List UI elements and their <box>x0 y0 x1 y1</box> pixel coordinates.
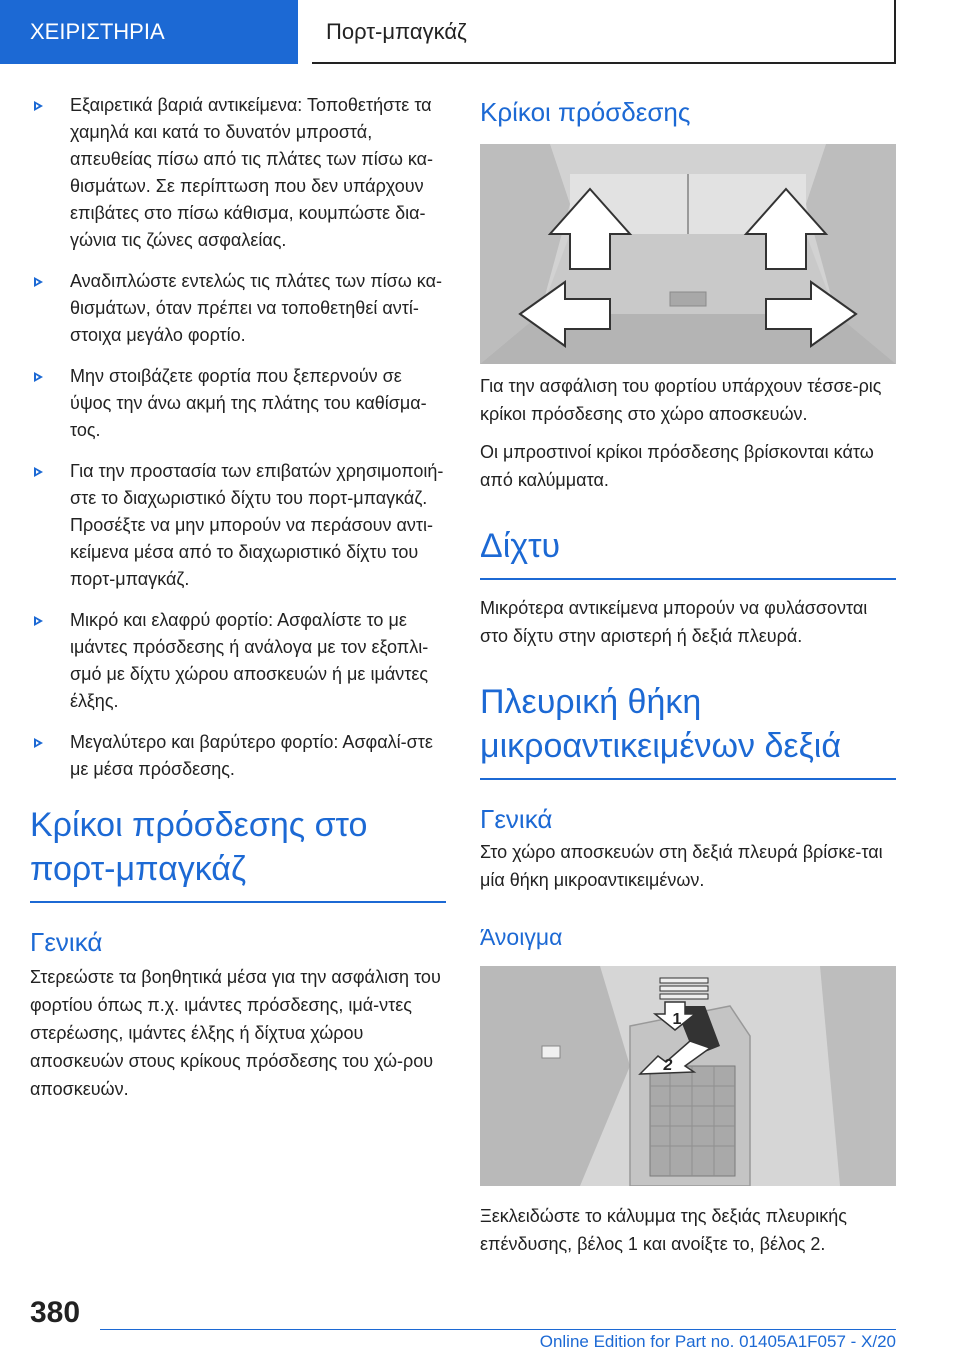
list-item-text: Μην στοιβάζετε φορτία που ξεπερνούν σε ύψος την άνω ακμή της πλάτης του καθίσμα-τος. <box>70 366 427 440</box>
list-item-text: Για την προστασία των επιβατών χρησιμοποιή-στε το διαχωριστικό δίχτυ του πορτ-μπαγκάζ. Προσέξτε να μην μπορούν να περάσουν αντι-κείμενα μέσα από το διαχωριστικό δίχτυ του πορτ-μπαγκάζ. <box>70 461 444 589</box>
bullet-triangle-icon <box>34 101 43 111</box>
list-item <box>30 363 446 444</box>
bullet-triangle-icon <box>34 616 43 626</box>
section-title-side-compartment: Πλευρική θήκη μικροαντικειμένων δεξιά <box>480 680 896 780</box>
general-body-text: Στερεώστε τα βοηθητικά μέσα για την ασφάλιση του φορτίου όπως π.χ. ιμάντες πρόσδεσης, ιμά-ντες στερέωσης, ιμάντες έλξης ή δίχτυα χώρου αποσκευών στους κρίκους πρόσδεσης του χώ-ρου αποσκευών. <box>30 967 441 1099</box>
subsection-title-general: Γενικά <box>30 927 103 957</box>
list-item-text: Εξαιρετικά βαριά αντικείμενα: Τοποθετήστε τα χαμηλά και κατά το δυνατόν μπροστά, απευθείας πίσω από τις πλάτες των πίσω κα-θισμάτων. Σε περίπτωση που δεν υπάρχουν επιβάτες στο πίσω κάθισμα, κουμπώστε δια-γώνια τις ζώνες ασφαλείας. <box>70 95 434 250</box>
section-title-tie-down-rings: Κρίκοι πρόσδεσης στο πορτ-μπαγκάζ <box>30 803 446 903</box>
rings-paragraph-1: Για την ασφάλιση του φορτίου υπάρχουν τέσσε-ρις κρίκοι πρόσδεσης στο χώρο αποσκευών. <box>480 376 882 424</box>
header-chapter-box <box>312 0 896 64</box>
rings-paragraph-2: Οι μπροστινοί κρίκοι πρόσδεσης βρίσκονται κάτω από καλύμματα. <box>480 442 874 490</box>
list-item <box>30 458 446 593</box>
side-compartment-photo <box>480 966 896 1186</box>
net-body-text: Μικρότερα αντικείμενα μπορούν να φυλάσσονται στο δίχτυ στην αριστερή ή δεξιά πλευρά. <box>480 598 868 646</box>
section-title-net: Δίχτυ <box>480 524 896 580</box>
page-number: 380 <box>30 1296 81 1329</box>
header-section-tab <box>0 0 298 64</box>
list-item <box>30 92 446 254</box>
list-item-text: Μικρό και ελαφρύ φορτίο: Ασφαλίστε το με ιμάντες πρόσδεσης ή ανάλογα με τον εξοπλι-σμό με δίχτυ χώρου αποσκευών ή με ιμάντες έλξης. <box>70 610 429 711</box>
bullet-triangle-icon <box>34 467 43 477</box>
footer-edition-text: Online Edition for Part no. 01405A1F057 - X/20 <box>539 1332 896 1351</box>
list-item <box>30 729 446 783</box>
header-section-title: ΧΕΙΡΙΣΤΗΡΙΑ <box>30 19 165 44</box>
load-instructions-list <box>30 92 446 783</box>
side-general-body-text: Στο χώρο αποσκευών στη δεξιά πλευρά βρίσκε-ται μία θήκη μικροαντικειμένων. <box>480 842 883 890</box>
list-item <box>30 607 446 715</box>
subsection-title-general-right: Γενικά <box>480 804 553 834</box>
left-column <box>30 92 446 1103</box>
list-item <box>30 268 446 349</box>
section-title-rings: Κρίκοι πρόσδεσης <box>480 97 691 127</box>
list-item-text: Αναδιπλώστε εντελώς τις πλάτες των πίσω κα-θισμάτων, όταν πρέπει να τοποθετηθεί αντί-στοιχα μεγάλο φορτίο. <box>70 271 442 345</box>
right-column <box>480 92 896 1258</box>
opening-body-text: Ξεκλειδώστε το κάλυμμα της δεξιάς πλευρικής επένδυσης, βέλος 1 και ανοίξτε το, βέλος 2. <box>480 1206 847 1254</box>
callout-2: 2 <box>663 1057 673 1074</box>
subsection-title-opening: Άνοιγμα <box>480 924 563 950</box>
callout-1: 1 <box>672 1011 682 1028</box>
cargo-rings-photo <box>480 144 896 364</box>
list-item-text: Μεγαλύτερο και βαρύτερο φορτίο: Ασφαλί-στε με μέσα πρόσδεσης. <box>70 732 433 779</box>
bullet-triangle-icon <box>34 372 43 382</box>
header-chapter-title: Πορτ-μπαγκάζ <box>326 19 467 44</box>
footer-divider <box>100 1329 896 1330</box>
bullet-triangle-icon <box>34 738 43 748</box>
bullet-triangle-icon <box>34 277 43 287</box>
